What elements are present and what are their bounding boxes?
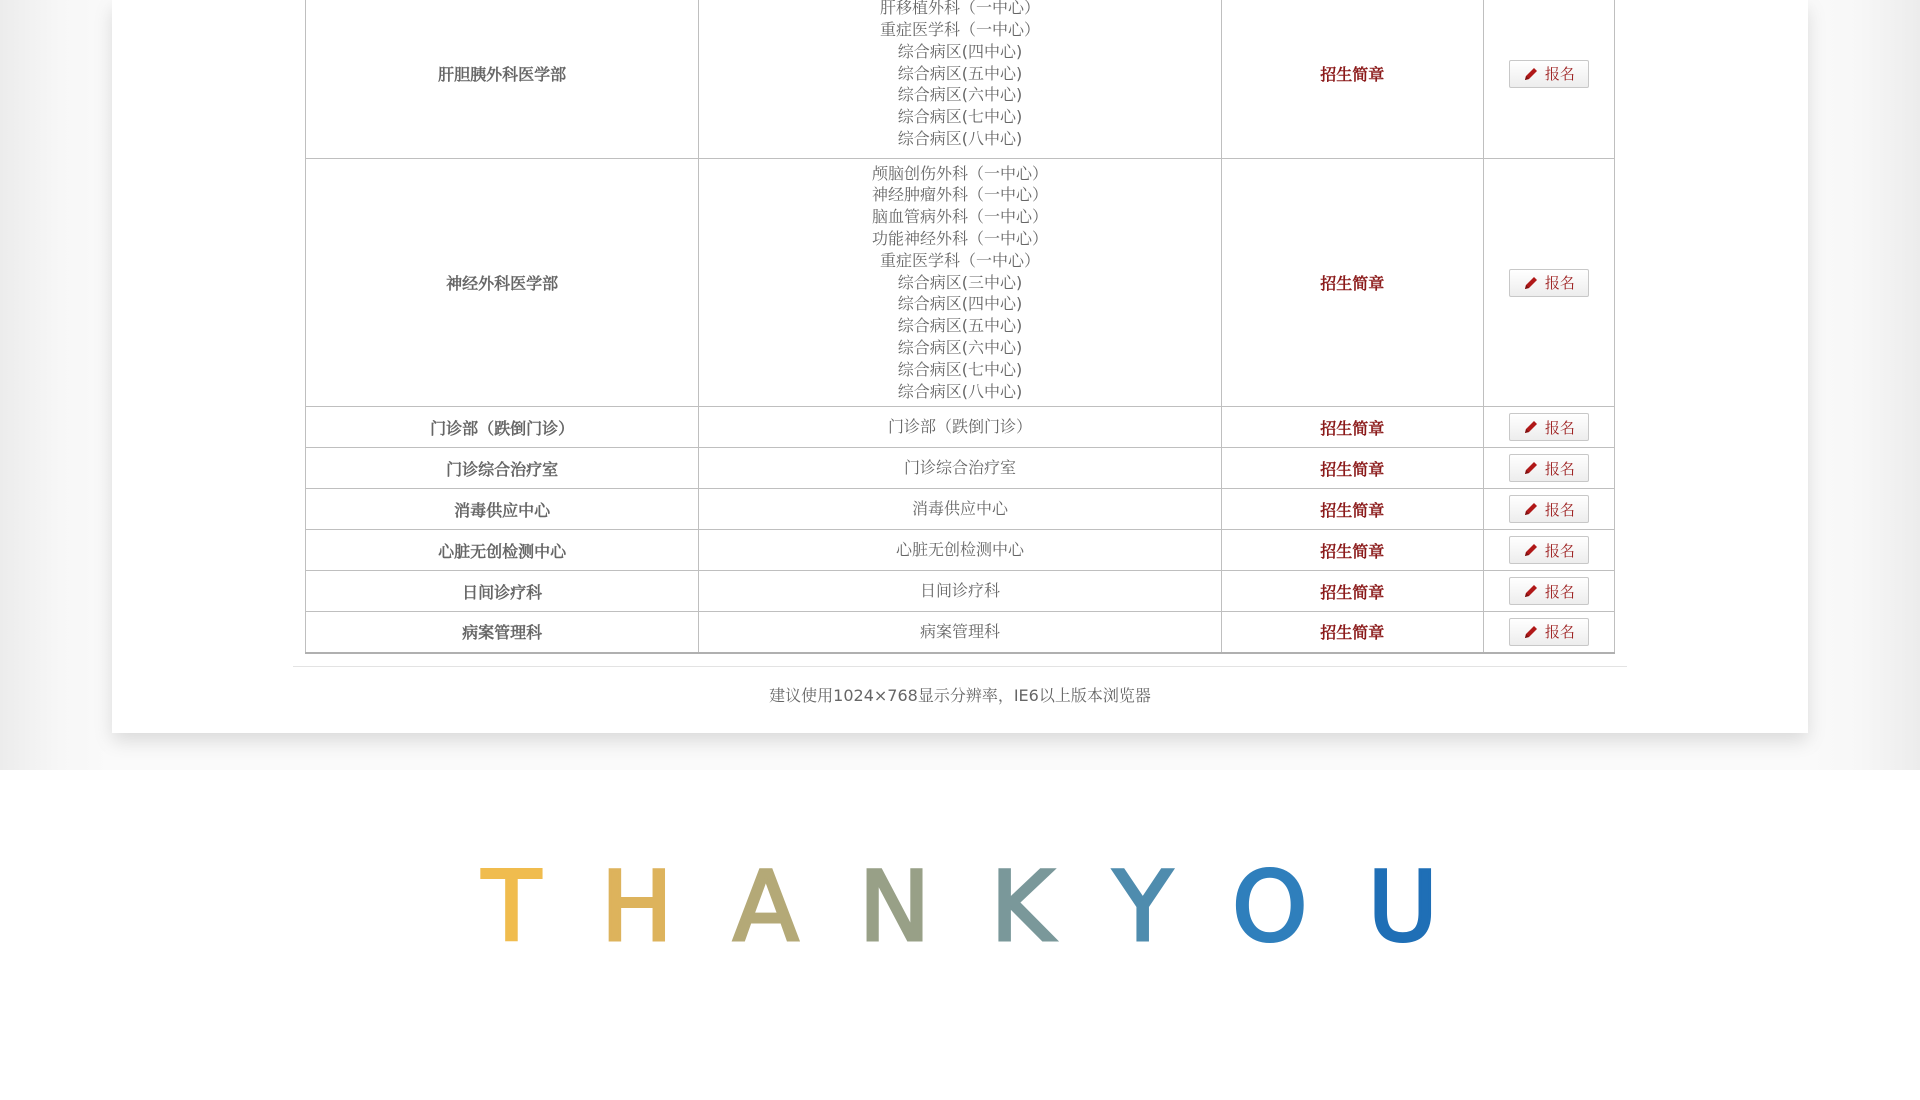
sub-department-name: 脑血管病外科（一中心） [871, 207, 1048, 227]
thank-you-letter: A [732, 851, 799, 963]
sub-department-list [699, 0, 1220, 152]
table-row [306, 489, 1615, 530]
sub-department-cell [699, 530, 1221, 571]
department-table-body [306, 0, 1615, 653]
sub-department-name: 病案管理科 [919, 621, 1000, 641]
enrollment-guide-link[interactable]: 招生简章 [1221, 0, 1483, 159]
table-row [306, 159, 1615, 407]
department-name: 门诊部（跌倒门诊） [306, 407, 699, 448]
apply-cell [1483, 530, 1614, 571]
sub-department-name: 重症医学科（一中心） [879, 250, 1040, 270]
sub-department-cell [699, 489, 1221, 530]
thank-you-letter: H [600, 851, 673, 963]
thank-you-banner [0, 852, 1920, 962]
department-name: 门诊综合治疗室 [306, 448, 699, 489]
content-card [112, 0, 1808, 733]
table-row [306, 0, 1615, 159]
sub-department-cell [699, 571, 1221, 612]
sub-department-list [699, 414, 1220, 440]
enrollment-guide-link[interactable]: 招生简章 [1221, 530, 1483, 571]
apply-cell [1483, 612, 1614, 653]
enrollment-guide-link[interactable]: 招生简章 [1221, 571, 1483, 612]
sub-department-name: 门诊部（跌倒门诊） [887, 417, 1032, 437]
thank-you-letter: O [1232, 851, 1308, 963]
apply-button[interactable] [1509, 60, 1589, 88]
sub-department-name: 综合病区(八中心) [897, 381, 1023, 401]
table-row [306, 571, 1615, 612]
enrollment-guide-link[interactable]: 招生简章 [1221, 159, 1483, 407]
apply-button-label: 报名 [1544, 582, 1575, 601]
footer-divider [293, 666, 1627, 667]
thank-you-letter: N [858, 851, 931, 963]
enrollment-guide-link[interactable]: 招生简章 [1221, 407, 1483, 448]
sub-department-name: 综合病区(七中心) [897, 107, 1023, 127]
pencil-icon [1523, 419, 1539, 435]
sub-department-name: 综合病区(四中心) [897, 41, 1023, 61]
sub-department-list [699, 578, 1220, 604]
apply-cell [1483, 407, 1614, 448]
sub-department-list [699, 619, 1220, 645]
apply-button[interactable] [1509, 413, 1589, 441]
sub-department-cell [699, 612, 1221, 653]
sub-department-list [699, 161, 1220, 405]
department-name: 神经外科医学部 [306, 159, 699, 407]
department-name: 消毒供应中心 [306, 489, 699, 530]
sub-department-name: 心脏无创检测中心 [895, 540, 1024, 560]
sub-department-name: 综合病区(五中心) [897, 63, 1023, 83]
sub-department-cell [699, 407, 1221, 448]
sub-department-cell [699, 0, 1221, 159]
department-name: 肝胆胰外科医学部 [306, 0, 699, 159]
sub-department-name: 综合病区(三中心) [897, 272, 1023, 292]
browser-recommendation-note: 建议使用1024×768显示分辨率，IE6以上版本浏览器 [769, 686, 1151, 705]
apply-cell [1483, 159, 1614, 407]
sub-department-name: 颅脑创伤外科（一中心） [871, 163, 1048, 183]
sub-department-name: 综合病区(四中心) [897, 294, 1023, 314]
pencil-icon [1523, 583, 1539, 599]
pencil-icon [1523, 66, 1539, 82]
apply-cell [1483, 0, 1614, 159]
department-table [305, 0, 1615, 654]
apply-button-label: 报名 [1544, 623, 1575, 642]
enrollment-guide-link[interactable]: 招生简章 [1221, 612, 1483, 653]
thank-you-letter: Y [1113, 851, 1173, 963]
apply-button-label: 报名 [1544, 459, 1575, 478]
apply-button[interactable] [1509, 577, 1589, 605]
apply-button[interactable] [1509, 269, 1589, 297]
sub-department-cell [699, 448, 1221, 489]
pencil-icon [1523, 542, 1539, 558]
sub-department-name: 综合病区(八中心) [897, 128, 1023, 148]
sub-department-name: 综合病区(六中心) [897, 337, 1023, 357]
sub-department-name: 综合病区(五中心) [897, 316, 1023, 336]
table-row [306, 407, 1615, 448]
sub-department-name: 重症医学科（一中心） [879, 20, 1040, 39]
table-row [306, 612, 1615, 653]
enrollment-guide-link[interactable]: 招生简章 [1221, 448, 1483, 489]
sub-department-name: 门诊综合治疗室 [903, 458, 1016, 478]
thank-you-letter: T [482, 851, 541, 963]
sub-department-cell [699, 159, 1221, 407]
apply-button-label: 报名 [1544, 541, 1575, 560]
sub-department-list [699, 537, 1220, 563]
table-row [306, 530, 1615, 571]
sub-department-name: 消毒供应中心 [911, 499, 1008, 519]
sub-department-name: 综合病区(六中心) [897, 85, 1023, 105]
table-row [306, 448, 1615, 489]
pencil-icon [1523, 501, 1539, 517]
department-name: 日间诊疗科 [306, 571, 699, 612]
sub-department-name: 神经肿瘤外科（一中心） [871, 185, 1048, 205]
apply-button-label: 报名 [1544, 500, 1575, 519]
sub-department-list [699, 455, 1220, 481]
department-name: 病案管理科 [306, 612, 699, 653]
thank-you-letter: K [990, 851, 1054, 963]
enrollment-guide-link[interactable]: 招生简章 [1221, 489, 1483, 530]
pencil-icon [1523, 460, 1539, 476]
thank-you-letter: U [1367, 851, 1438, 963]
sub-department-name: 综合病区(七中心) [897, 359, 1023, 379]
apply-button-label: 报名 [1544, 65, 1575, 83]
sub-department-name: 功能神经外科（一中心） [871, 229, 1048, 248]
sub-department-name: 日间诊疗科 [919, 581, 1000, 601]
sub-department-name: 肝移植外科（一中心） [879, 0, 1040, 18]
pencil-icon [1523, 624, 1539, 640]
sub-department-list [699, 496, 1220, 522]
apply-cell [1483, 571, 1614, 612]
apply-cell [1483, 489, 1614, 530]
apply-button[interactable] [1509, 454, 1589, 482]
apply-button-label: 报名 [1544, 418, 1575, 437]
apply-button[interactable] [1509, 618, 1589, 646]
apply-button[interactable] [1509, 495, 1589, 523]
apply-button-label: 报名 [1544, 274, 1575, 292]
department-name: 心脏无创检测中心 [306, 530, 699, 571]
apply-button[interactable] [1509, 536, 1589, 564]
apply-cell [1483, 448, 1614, 489]
pencil-icon [1523, 275, 1539, 291]
